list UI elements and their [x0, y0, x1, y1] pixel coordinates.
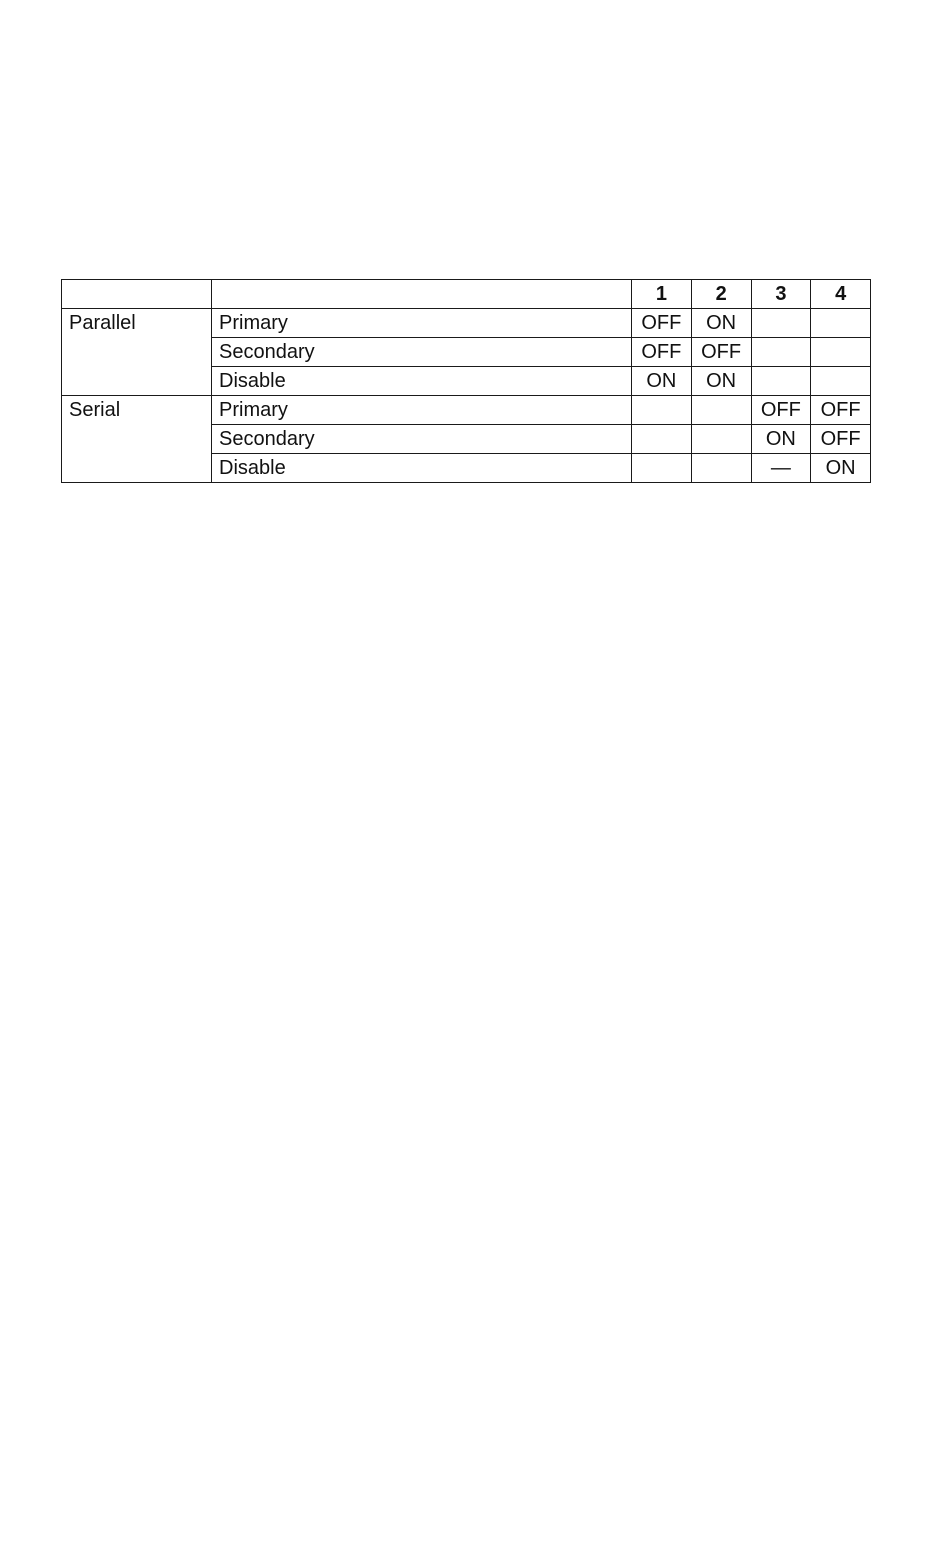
- switch-value: [751, 367, 811, 396]
- row-label: Secondary: [212, 425, 632, 454]
- dip-switch-settings-table: [61, 279, 871, 483]
- switch-value: [811, 338, 871, 367]
- switch-value: OFF: [811, 396, 871, 425]
- table-row: [62, 309, 871, 338]
- row-label: Secondary: [212, 338, 632, 367]
- switch-value: [811, 367, 871, 396]
- switch-value: ON: [691, 367, 751, 396]
- switch-value: OFF: [632, 338, 692, 367]
- switch-value: OFF: [751, 396, 811, 425]
- switch-value: [811, 309, 871, 338]
- switch-header-3: 3: [751, 280, 811, 309]
- switch-value: —: [751, 454, 811, 483]
- header-blank-label: [212, 280, 632, 309]
- switch-value: [691, 425, 751, 454]
- switch-value: [751, 309, 811, 338]
- table-row: [62, 396, 871, 425]
- switch-value: ON: [691, 309, 751, 338]
- switch-value: [751, 338, 811, 367]
- switch-value: [691, 454, 751, 483]
- row-label: Disable: [212, 367, 632, 396]
- switch-value: ON: [632, 367, 692, 396]
- switch-header-1: 1: [632, 280, 692, 309]
- header-row: [62, 280, 871, 309]
- row-label: Disable: [212, 454, 632, 483]
- switch-value: [632, 396, 692, 425]
- switch-value: OFF: [691, 338, 751, 367]
- row-label: Primary: [212, 396, 632, 425]
- switch-value: [691, 396, 751, 425]
- switch-value: [632, 454, 692, 483]
- switch-value: OFF: [811, 425, 871, 454]
- switch-value: ON: [751, 425, 811, 454]
- header-blank-group: [62, 280, 212, 309]
- switch-value: OFF: [632, 309, 692, 338]
- switch-header-2: 2: [691, 280, 751, 309]
- group-label-parallel: Parallel: [62, 309, 212, 396]
- group-label-serial: Serial: [62, 396, 212, 483]
- switch-value: ON: [811, 454, 871, 483]
- switch-value: [632, 425, 692, 454]
- row-label: Primary: [212, 309, 632, 338]
- switch-header-4: 4: [811, 280, 871, 309]
